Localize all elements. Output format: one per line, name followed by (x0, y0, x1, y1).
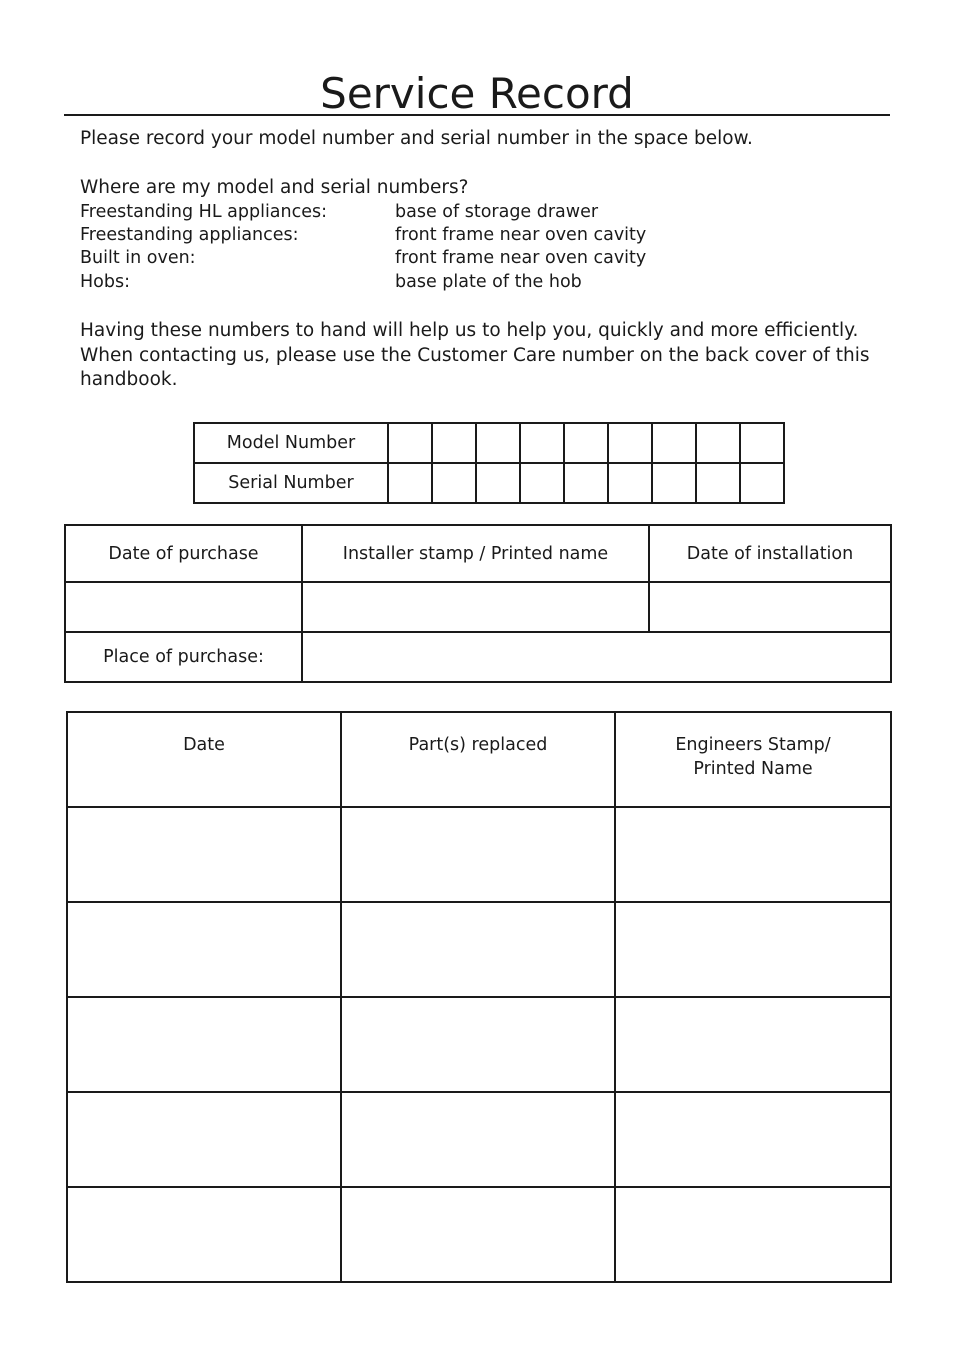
engineers-stamp-cell[interactable] (615, 902, 891, 997)
service-row (67, 1092, 891, 1187)
help-paragraph: Having these numbers to hand will help us to help you, quickly and more efficiently. When contacting us, please use the Customer Care number on the back cover of this handbook. (80, 320, 870, 390)
location-value: base of storage drawer (395, 202, 599, 222)
location-value: front frame near oven cavity (395, 225, 647, 245)
serial-digit-box[interactable] (476, 463, 520, 503)
date-of-purchase-field[interactable] (65, 582, 302, 632)
serial-digit-box[interactable] (652, 463, 696, 503)
model-digit-box[interactable] (564, 423, 608, 463)
model-number-row (194, 423, 784, 463)
parts-replaced-cell[interactable] (341, 1187, 615, 1282)
location-value: base plate of the hob (395, 272, 582, 292)
intro-text: Please record your model number and serial number in the space below. (80, 128, 753, 149)
serial-digit-box[interactable] (564, 463, 608, 503)
where-heading: Where are my model and serial numbers? (80, 177, 469, 198)
serial-digit-box[interactable] (740, 463, 784, 503)
service-row (67, 997, 891, 1092)
engineers-stamp-header (615, 712, 891, 807)
appliance-label: Freestanding HL appliances: (80, 202, 328, 222)
serial-number-row (194, 463, 784, 503)
date-of-purchase-header: Date of purchase (65, 525, 302, 582)
service-date-cell[interactable] (67, 807, 341, 902)
location-value: front frame near oven cavity (395, 248, 647, 268)
place-of-purchase-field[interactable] (302, 632, 891, 682)
appliance-label: Freestanding appliances: (80, 225, 299, 245)
parts-replaced-header: Part(s) replaced (341, 712, 615, 807)
service-date-cell[interactable] (67, 1092, 341, 1187)
serial-digit-box[interactable] (520, 463, 564, 503)
serial-number-label: Serial Number (194, 463, 388, 503)
purchase-header-row (65, 525, 891, 582)
appliance-label: Built in oven: (80, 248, 196, 268)
date-of-installation-header: Date of installation (649, 525, 891, 582)
model-digit-box[interactable] (520, 423, 564, 463)
date-header: Date (67, 712, 341, 807)
service-date-cell[interactable] (67, 1187, 341, 1282)
appliance-label: Hobs: (80, 272, 130, 292)
title-divider (64, 114, 890, 116)
parts-replaced-cell[interactable] (341, 807, 615, 902)
model-number-label: Model Number (194, 423, 388, 463)
number-grid (193, 422, 785, 504)
service-table (66, 711, 892, 1283)
installer-field[interactable] (302, 582, 649, 632)
purchase-table (64, 524, 892, 683)
serial-digit-box[interactable] (608, 463, 652, 503)
serial-digit-box[interactable] (432, 463, 476, 503)
place-of-purchase-label: Place of purchase: (65, 632, 302, 682)
service-header-row (67, 712, 891, 807)
parts-replaced-cell[interactable] (341, 1092, 615, 1187)
model-digit-box[interactable] (696, 423, 740, 463)
engineers-stamp-header-text: Engineers Stamp/ Printed Name (675, 735, 831, 779)
service-date-cell[interactable] (67, 997, 341, 1092)
date-of-installation-field[interactable] (649, 582, 891, 632)
serial-digit-box[interactable] (388, 463, 432, 503)
page-title: Service Record (320, 69, 634, 118)
model-digit-box[interactable] (608, 423, 652, 463)
service-row (67, 1187, 891, 1282)
engineers-stamp-cell[interactable] (615, 1187, 891, 1282)
model-digit-box[interactable] (740, 423, 784, 463)
place-of-purchase-row (65, 632, 891, 682)
model-digit-box[interactable] (432, 423, 476, 463)
serial-digit-box[interactable] (696, 463, 740, 503)
service-row (67, 807, 891, 902)
model-digit-box[interactable] (388, 423, 432, 463)
model-digit-box[interactable] (652, 423, 696, 463)
service-date-cell[interactable] (67, 902, 341, 997)
model-digit-box[interactable] (476, 423, 520, 463)
engineers-stamp-cell[interactable] (615, 1092, 891, 1187)
parts-replaced-cell[interactable] (341, 902, 615, 997)
installer-header: Installer stamp / Printed name (302, 525, 649, 582)
engineers-stamp-cell[interactable] (615, 997, 891, 1092)
service-row (67, 902, 891, 997)
engineers-stamp-cell[interactable] (615, 807, 891, 902)
parts-replaced-cell[interactable] (341, 997, 615, 1092)
purchase-entry-row (65, 582, 891, 632)
